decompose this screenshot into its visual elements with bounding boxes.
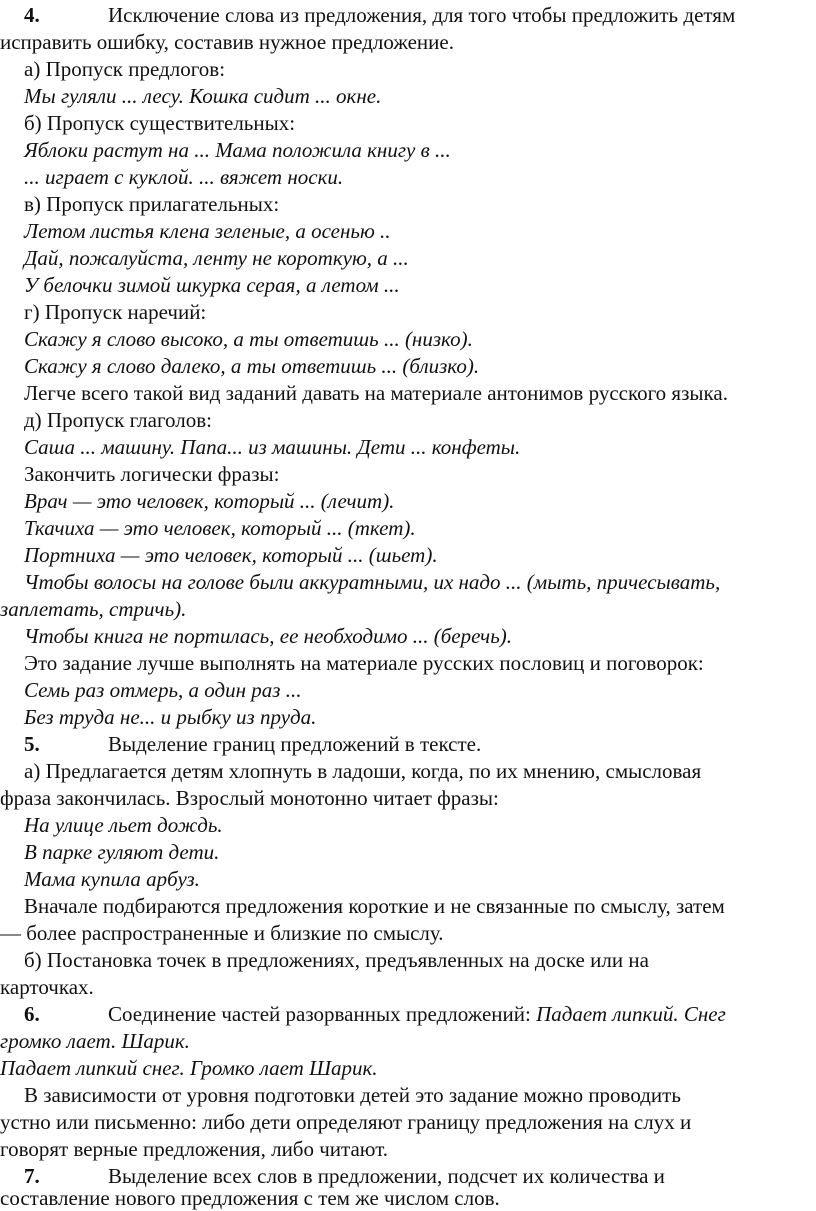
item5-heading-line	[24, 731, 481, 757]
item4-finish-phrases: Закончить логически фразы:	[24, 462, 280, 486]
item4-heading: Исключение слова из предложения, для того чтобы предложить детям	[108, 3, 736, 27]
item5-sub-b1: б) Постановка точек в предложениях, предъявленных на доске или на	[24, 948, 649, 972]
item5-example-1: На улице льет дождь.	[24, 813, 223, 837]
item6-note-1: В зависимости от уровня подготовки детей это задание можно проводить	[24, 1083, 681, 1107]
item4-heading-line	[24, 2, 735, 28]
item4-example-g2: Скажу я слово далеко, а ты ответишь ... (близко).	[24, 354, 480, 378]
item4-example-p1: Семь раз отмерь, а один раз ...	[24, 678, 302, 702]
item6-note-2: устно или письменно: либо дети определяют границу предложения на слух и	[0, 1110, 692, 1134]
item4-example-f1: Врач — это человек, который ... (лечит).	[24, 489, 395, 513]
item4-example-v2: Дай, пожалуйста, ленту не короткую, а ...	[24, 246, 409, 270]
item6-heading-example-cont: громко лает. Шарик.	[0, 1029, 190, 1053]
item4-example-f5: Чтобы книга не портилась, ее необходимо ... (беречь).	[24, 624, 512, 648]
item4-example-f3: Портниха — это человек, который ... (шьет).	[24, 543, 438, 567]
item5-example-3: Мама купила арбуз.	[24, 867, 200, 891]
item5-sub-b2: карточках.	[0, 975, 94, 999]
item4-sub-a: а) Пропуск предлогов:	[24, 57, 226, 81]
item5-note-2: — более распространенные и близкие по смыслу.	[0, 921, 444, 945]
item6-number: 6.	[24, 1002, 40, 1026]
item4-note-proverbs: Это задание лучше выполнять на материале русских пословиц и поговорок:	[24, 651, 704, 675]
item5-note-1: Вначале подбираются предложения короткие и не связанные по смыслу, затем	[24, 894, 725, 918]
item5-heading: Выделение границ предложений в тексте.	[108, 732, 482, 756]
item6-heading: Соединение частей разорванных предложений:	[108, 1002, 537, 1026]
item4-example-b1: Яблоки растут на ... Мама положила книгу в ...	[24, 138, 451, 162]
item4-sub-b: б) Пропуск существительных:	[24, 111, 296, 135]
item4-example-p2: Без труда не... и рыбку из пруда.	[24, 705, 317, 729]
item4-sub-g: г) Пропуск наречий:	[24, 300, 207, 324]
item6-note-3: говорят верные предложения, либо читают.	[0, 1137, 389, 1161]
item7-heading-cont: составление нового предложения с тем же числом слов.	[0, 1186, 500, 1210]
item6-answer: Падает липкий снег. Громко лает Шарик.	[0, 1056, 378, 1080]
item5-sub-a1: а) Предлагается детям хлопнуть в ладоши, когда, по их мнению, смысловая	[24, 759, 702, 783]
item4-example-f4a: Чтобы волосы на голове были аккуратными, их надо ... (мыть, причесывать,	[24, 570, 721, 594]
item4-example-d: Саша ... машину. Папа... из машины. Дети ... конфеты.	[24, 435, 521, 459]
item4-example-g1: Скажу я слово высоко, а ты ответишь ... (низко).	[24, 327, 473, 351]
item4-example-f4b: заплетать, стричь).	[0, 597, 187, 621]
item6-heading-line	[24, 1001, 726, 1027]
item7-number: 7.	[24, 1164, 40, 1188]
item4-example-v3: У белочки зимой шкурка серая, а летом ...	[24, 273, 400, 297]
item4-sub-d: д) Пропуск глаголов:	[24, 408, 212, 432]
item4-heading-cont: исправить ошибку, составив нужное предложение.	[0, 30, 454, 54]
item4-note-antonyms: Легче всего такой вид заданий давать на материале антонимов русского языка.	[24, 381, 728, 405]
item5-example-2: В парке гуляют дети.	[24, 840, 220, 864]
item7-heading: Выделение всех слов в предложении, подсчет их количества и	[108, 1164, 665, 1188]
item4-example-b2: ... играет с куклой. ... вяжет носки.	[24, 165, 344, 189]
item4-number: 4.	[24, 3, 40, 27]
item4-example-a: Мы гуляли ... лесу. Кошка сидит ... окне.	[24, 84, 382, 108]
item5-number: 5.	[24, 732, 40, 756]
item4-example-f2: Ткачиха — это человек, который ... (ткет).	[24, 516, 416, 540]
item5-sub-a2: фраза закончилась. Взрослый монотонно читает фразы:	[0, 786, 499, 810]
item4-sub-v: в) Пропуск прилагательных:	[24, 192, 280, 216]
item4-example-v1: Летом листья клена зеленые, а осенью ..	[24, 219, 391, 243]
item6-heading-example: Падает липкий. Снег	[536, 1002, 726, 1026]
